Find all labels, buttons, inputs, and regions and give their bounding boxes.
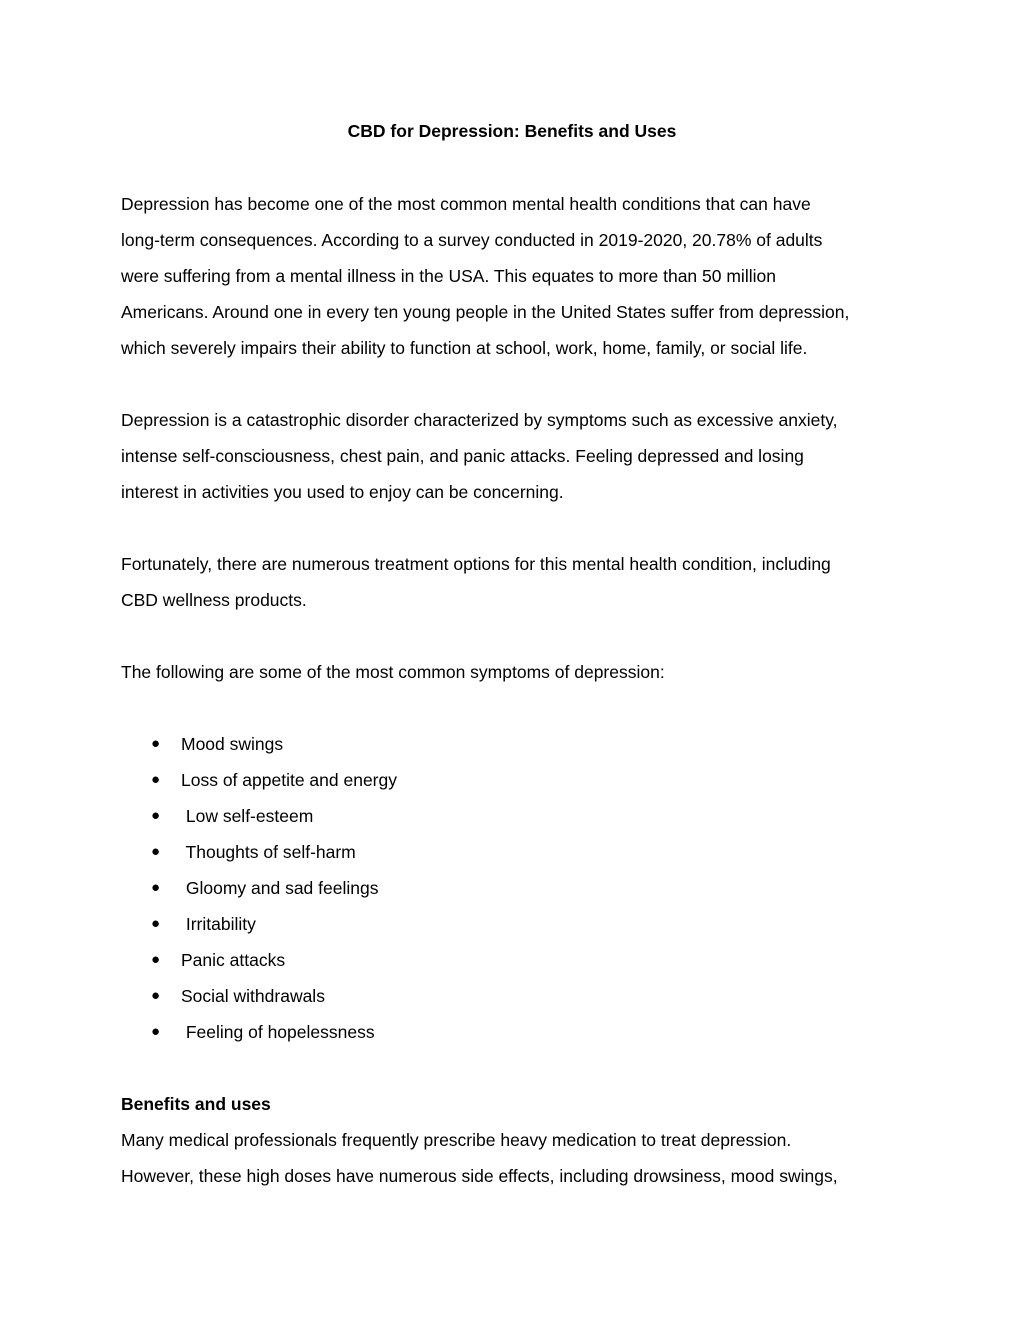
list-item — [121, 798, 397, 834]
section-heading: Benefits and uses — [121, 1094, 271, 1114]
list-item-text: Thoughts of self-harm — [181, 842, 356, 862]
list-item — [121, 726, 397, 762]
bullet-icon: ● — [151, 735, 161, 752]
list-item-text: Low self-esteem — [181, 806, 314, 826]
bullet-icon: ● — [151, 807, 161, 824]
paragraph-line: Depression is a catastrophic disorder characterized by symptoms such as excessive anxiety, — [121, 410, 838, 430]
list-item-text: Mood swings — [181, 734, 284, 754]
list-item-text: Panic attacks — [181, 950, 286, 970]
paragraph-disorder — [121, 402, 911, 510]
list-item — [121, 1014, 397, 1050]
list-item — [121, 834, 397, 870]
paragraph-line: Depression has become one of the most common mental health conditions that can have — [121, 194, 811, 214]
paragraph-line: The following are some of the most common symptoms of depression: — [121, 662, 665, 682]
paragraph-line: long-term consequences. According to a survey conducted in 2019-2020, 20.78% of adults — [121, 230, 823, 250]
list-item — [121, 762, 397, 798]
paragraph-line: which severely impairs their ability to function at school, work, home, family, or social life. — [121, 338, 808, 358]
document-title: CBD for Depression: Benefits and Uses — [347, 121, 677, 141]
paragraph-line: Fortunately, there are numerous treatment options for this mental health condition, including — [121, 554, 831, 574]
list-item — [121, 870, 397, 906]
list-item-text: Loss of appetite and energy — [181, 770, 397, 790]
list-item-text: Irritability — [181, 914, 256, 934]
paragraph-line: Americans. Around one in every ten young people in the United States suffer from depression, — [121, 302, 850, 322]
bullet-icon: ● — [151, 879, 161, 896]
paragraph-line: Many medical professionals frequently prescribe heavy medication to treat depression. — [121, 1130, 792, 1150]
list-item-text: Feeling of hopelessness — [181, 1022, 375, 1042]
list-item — [121, 942, 397, 978]
bullet-icon: ● — [151, 843, 161, 860]
paragraph-line: were suffering from a mental illness in the USA. This equates to more than 50 million — [121, 266, 776, 286]
list-item-text: Gloomy and sad feelings — [181, 878, 379, 898]
paragraph-line: interest in activities you used to enjoy can be concerning. — [121, 482, 564, 502]
bullet-icon: ● — [151, 951, 161, 968]
paragraph-line: However, these high doses have numerous side effects, including drowsiness, mood swings, — [121, 1166, 838, 1186]
bullet-icon: ● — [151, 1023, 161, 1040]
paragraph-line: CBD wellness products. — [121, 590, 307, 610]
paragraph-benefits — [121, 1122, 911, 1194]
list-item — [121, 906, 397, 942]
paragraph-intro — [121, 186, 911, 366]
bullet-icon: ● — [151, 987, 161, 1004]
bullet-icon: ● — [151, 771, 161, 788]
paragraph-treatment — [121, 546, 911, 618]
paragraph-symptoms-intro — [121, 654, 911, 690]
bullet-icon: ● — [151, 915, 161, 932]
list-item-text: Social withdrawals — [181, 986, 325, 1006]
paragraph-line: intense self-consciousness, chest pain, and panic attacks. Feeling depressed and losing — [121, 446, 804, 466]
list-item — [121, 978, 397, 1014]
symptoms-list — [121, 726, 397, 1050]
